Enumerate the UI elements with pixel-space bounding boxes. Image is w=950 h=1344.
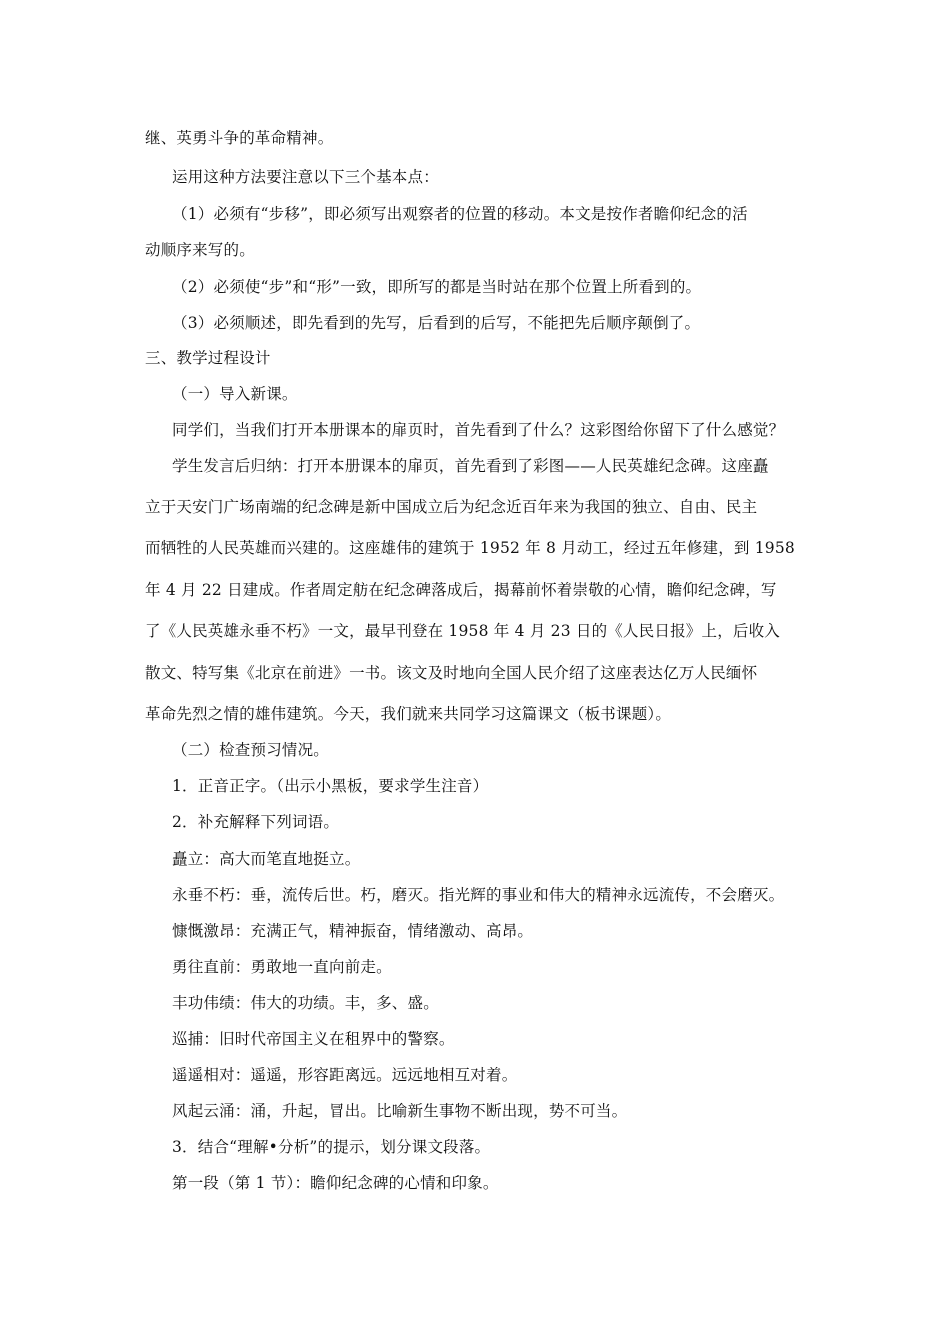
text-line: 而牺牲的人民英雄而兴建的。这座雄伟的建筑于 1952 年 8 月动工，经过五年修建，到 1958 [145, 539, 795, 557]
text-line: （3）必须顺述，即先看到的先写，后看到的后写，不能把先后顺序颠倒了。 [172, 314, 701, 332]
vocab-item: 矗立：高大而笔直地挺立。 [172, 850, 361, 868]
vocab-item: 遥遥相对：遥遥，形容距离远。远远地相互对着。 [172, 1066, 518, 1084]
text-line: 运用这种方法要注意以下三个基本点： [172, 168, 439, 186]
text-line: 2．补充解释下列词语。 [172, 813, 340, 831]
text-line: 同学们，当我们打开本册课本的扉页时，首先看到了什么？这彩图给你留下了什么感觉？ [172, 421, 785, 439]
text-line: 立于天安门广场南端的纪念碑是新中国成立后为纪念近百年来为我国的独立、自由、民主 [145, 498, 758, 516]
text-line: 了《人民英雄永垂不朽》一文，最早刊登在 1958 年 4 月 23 日的《人民日报》上，后收入 [145, 622, 780, 640]
subsection-heading: （二）检查预习情况。 [172, 741, 330, 759]
text-line: 3．结合“理解•分析”的提示，划分课文段落。 [172, 1138, 491, 1156]
section-heading: 三、教学过程设计 [145, 349, 271, 367]
text-line: 第一段（第 1 节）：瞻仰纪念碑的心情和印象。 [172, 1174, 499, 1192]
text-line: 年 4 月 22 日建成。作者周定舫在纪念碑落成后，揭幕前怀着崇敬的心情，瞻仰纪念碑，写 [145, 581, 777, 599]
text-line: 继、英勇斗争的革命精神。 [145, 129, 334, 147]
text-line: 动顺序来写的。 [145, 241, 255, 259]
text-line: 学生发言后归纳：打开本册课本的扉页，首先看到了彩图——人民英雄纪念碑。这座矗 [172, 457, 769, 475]
text-line: 革命先烈之情的雄伟建筑。今天，我们就来共同学习这篇课文（板书课题）。 [145, 705, 672, 723]
subsection-heading: （一）导入新课。 [172, 385, 298, 403]
text-line: （2）必须使“步”和“形”一致，即所写的都是当时站在那个位置上所看到的。 [172, 278, 702, 296]
vocab-item: 慷慨激昂：充满正气，精神振奋，情绪激动、高昂。 [172, 922, 534, 940]
vocab-item: 丰功伟绩：伟大的功绩。丰，多、盛。 [172, 994, 439, 1012]
vocab-item: 巡捕：旧时代帝国主义在租界中的警察。 [172, 1030, 455, 1048]
vocab-item: 风起云涌：涌，升起，冒出。比喻新生事物不断出现，势不可当。 [172, 1102, 628, 1120]
vocab-item: 永垂不朽：垂，流传后世。朽，磨灭。指光辉的事业和伟大的精神永远流传，不会磨灭。 [172, 886, 785, 904]
text-line: （1）必须有“步移”，即必须写出观察者的位置的移动。本文是按作者瞻仰纪念的活 [172, 205, 748, 223]
text-line: 1．正音正字。（出示小黑板，要求学生注音） [172, 777, 489, 795]
vocab-item: 勇往直前：勇敢地一直向前走。 [172, 958, 392, 976]
text-line: 散文、特写集《北京在前进》一书。该文及时地向全国人民介绍了这座表达亿万人民缅怀 [145, 664, 758, 682]
